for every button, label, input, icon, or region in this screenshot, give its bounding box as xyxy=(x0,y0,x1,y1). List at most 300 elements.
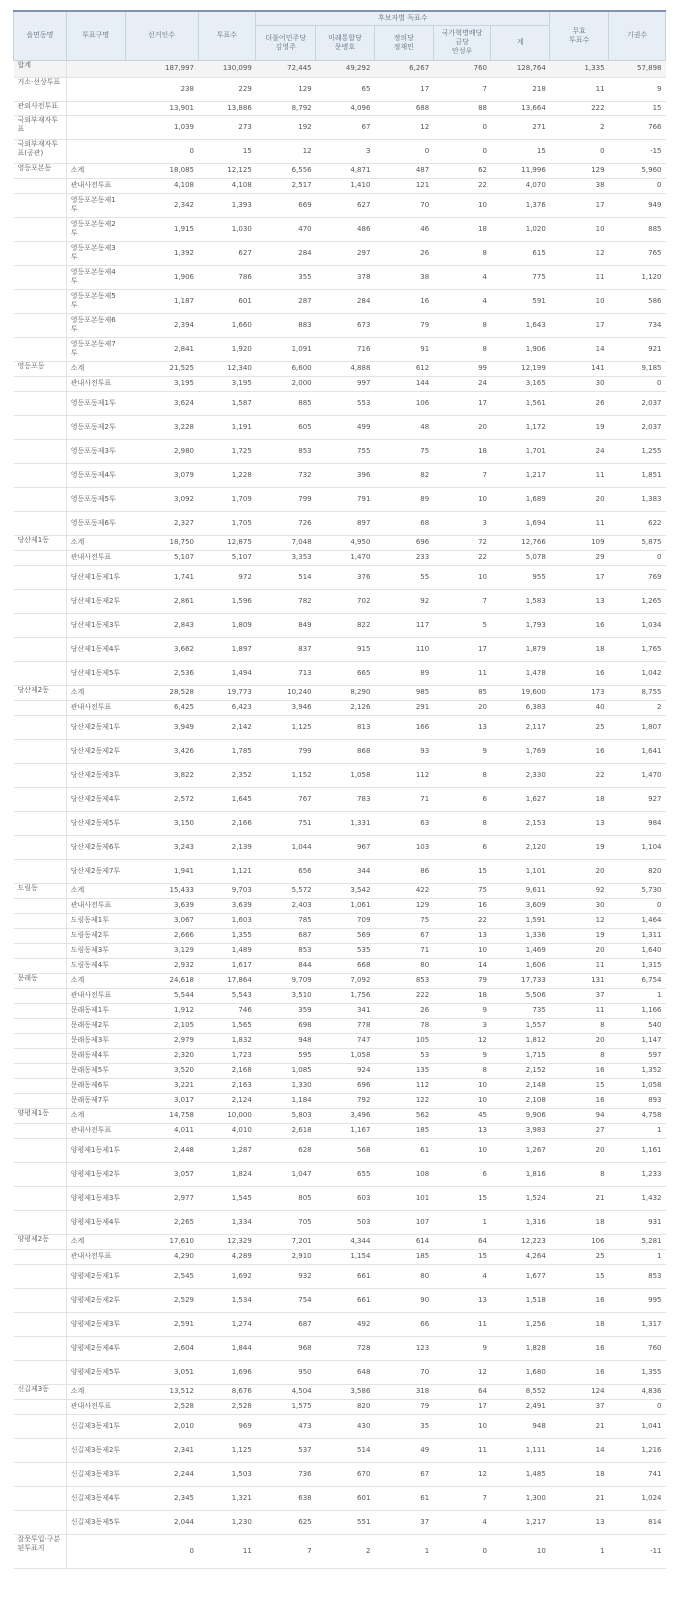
invalid-cell: 10 xyxy=(550,289,609,313)
voters-cell: 12,125 xyxy=(198,163,256,178)
district-cell: 영등포본동제2투 xyxy=(66,217,125,241)
voters-cell: 2,528 xyxy=(198,1399,256,1414)
region-cell xyxy=(14,763,67,787)
candidate-3-cell: 17 xyxy=(374,77,433,101)
electors-cell: 1,392 xyxy=(125,241,198,265)
candidate-3-cell: 318 xyxy=(374,1384,433,1399)
abstain-cell: 949 xyxy=(609,193,666,217)
candidate-3-cell: 185 xyxy=(374,1123,433,1138)
electors-cell: 15,433 xyxy=(125,883,198,898)
candidate-2-cell: 967 xyxy=(316,835,375,859)
region-cell xyxy=(14,913,67,928)
table-row xyxy=(14,1123,666,1138)
district-cell: 신길제3동제1투 xyxy=(66,1414,125,1438)
candidate-4-cell: 75 xyxy=(433,883,491,898)
abstain-cell: 1,355 xyxy=(609,1360,666,1384)
candidate-4-cell: 24 xyxy=(433,376,491,391)
candidate-4-cell: 7 xyxy=(433,589,491,613)
candidate-3-cell: 233 xyxy=(374,550,433,565)
abstain-cell: 1,765 xyxy=(609,637,666,661)
table-row xyxy=(14,1093,666,1108)
candidate-2-cell: 4,888 xyxy=(316,361,375,376)
electors-cell: 2,591 xyxy=(125,1312,198,1336)
voters-cell: 19,773 xyxy=(198,685,256,700)
table-row xyxy=(14,337,666,361)
district-cell: 문래동제1투 xyxy=(66,1003,125,1018)
voters-cell: 1,692 xyxy=(198,1264,256,1288)
voters-cell: 1,355 xyxy=(198,928,256,943)
candidate-2-cell: 396 xyxy=(316,463,375,487)
candidate-4-cell: 11 xyxy=(433,1438,491,1462)
region-cell xyxy=(14,289,67,313)
table-row xyxy=(14,1138,666,1162)
table-row xyxy=(14,1108,666,1123)
candidate-4-cell: 5 xyxy=(433,613,491,637)
region-cell: 양평제1동 xyxy=(14,1108,67,1123)
district-cell: 양평제2동제1투 xyxy=(66,1264,125,1288)
sum-cell: 591 xyxy=(491,289,550,313)
candidate-3-cell: 70 xyxy=(374,1360,433,1384)
candidate-2-cell: 4,950 xyxy=(316,535,375,550)
region-cell: 도림동 xyxy=(14,883,67,898)
candidate-2-cell: 341 xyxy=(316,1003,375,1018)
table-row xyxy=(14,589,666,613)
candidate-3-cell: 110 xyxy=(374,637,433,661)
sum-cell: 3,165 xyxy=(491,376,550,391)
region-cell xyxy=(14,1078,67,1093)
district-cell: 양평제2동제4투 xyxy=(66,1336,125,1360)
invalid-cell: 13 xyxy=(550,1510,609,1534)
candidate-2-cell: 7,092 xyxy=(316,973,375,988)
district-cell: 관내사전투표 xyxy=(66,898,125,913)
candidate-1-cell: 605 xyxy=(256,415,316,439)
sum-cell: 3,609 xyxy=(491,898,550,913)
sum-cell: 1,769 xyxy=(491,739,550,763)
table-row xyxy=(14,1003,666,1018)
candidate-1-cell: 754 xyxy=(256,1288,316,1312)
region-cell xyxy=(14,928,67,943)
sum-cell: 955 xyxy=(491,565,550,589)
candidate-2-cell: 820 xyxy=(316,1399,375,1414)
invalid-cell: 37 xyxy=(550,988,609,1003)
candidate-3-cell: 67 xyxy=(374,928,433,943)
candidate-1-cell: 1,575 xyxy=(256,1399,316,1414)
district-cell: 양평제1동제3투 xyxy=(66,1186,125,1210)
region-cell xyxy=(14,1438,67,1462)
sum-cell: 1,879 xyxy=(491,637,550,661)
candidate-2-cell: 284 xyxy=(316,289,375,313)
invalid-cell: 13 xyxy=(550,811,609,835)
sum-cell: 9,906 xyxy=(491,1108,550,1123)
electors-cell: 1,915 xyxy=(125,217,198,241)
abstain-cell: 9,185 xyxy=(609,361,666,376)
invalid-cell: 0 xyxy=(550,139,609,163)
electors-cell: 2,979 xyxy=(125,1033,198,1048)
candidate-2-cell: 297 xyxy=(316,241,375,265)
region-cell: 신길제3동 xyxy=(14,1384,67,1399)
electors-cell: 3,057 xyxy=(125,1162,198,1186)
sum-cell: 1,478 xyxy=(491,661,550,685)
abstain-cell: 4,836 xyxy=(609,1384,666,1399)
region-cell xyxy=(14,715,67,739)
sum-cell: 5,078 xyxy=(491,550,550,565)
electors-cell: 2,342 xyxy=(125,193,198,217)
candidate-1-cell: 1,330 xyxy=(256,1078,316,1093)
candidate-1-cell: 72,445 xyxy=(256,60,316,77)
region-cell xyxy=(14,637,67,661)
invalid-cell: 37 xyxy=(550,1399,609,1414)
voters-cell: 1,274 xyxy=(198,1312,256,1336)
candidate-4-cell: 18 xyxy=(433,988,491,1003)
table-row xyxy=(14,1384,666,1399)
invalid-cell: 11 xyxy=(550,265,609,289)
table-row xyxy=(14,1018,666,1033)
candidate-4-cell: 7 xyxy=(433,1486,491,1510)
abstain-cell: 597 xyxy=(609,1048,666,1063)
electors-cell: 2,604 xyxy=(125,1336,198,1360)
electors-cell: 2,345 xyxy=(125,1486,198,1510)
district-cell: 신길제3동제5투 xyxy=(66,1510,125,1534)
candidate-1-cell: 129 xyxy=(256,77,316,101)
candidate-2-cell: 67 xyxy=(316,115,375,139)
sum-cell: 1,643 xyxy=(491,313,550,337)
candidate-2-cell: 553 xyxy=(316,391,375,415)
sum-cell: 2,120 xyxy=(491,835,550,859)
candidate-4-cell: 64 xyxy=(433,1234,491,1249)
candidate-4-cell: 15 xyxy=(433,1186,491,1210)
table-row xyxy=(14,391,666,415)
region-cell xyxy=(14,1093,67,1108)
abstain-cell: 769 xyxy=(609,565,666,589)
electors-cell: 2,545 xyxy=(125,1264,198,1288)
table-row xyxy=(14,1234,666,1249)
candidate-3-cell: 80 xyxy=(374,958,433,973)
voters-cell: 1,809 xyxy=(198,613,256,637)
abstain-cell: 1,255 xyxy=(609,439,666,463)
electors-cell: 3,822 xyxy=(125,763,198,787)
sum-cell: 10 xyxy=(491,1534,550,1568)
abstain-cell: 1,147 xyxy=(609,1033,666,1048)
sum-cell: 1,677 xyxy=(491,1264,550,1288)
abstain-cell: 540 xyxy=(609,1018,666,1033)
candidate-4-cell: 10 xyxy=(433,943,491,958)
electors-cell: 14,758 xyxy=(125,1108,198,1123)
candidate-3-cell: 291 xyxy=(374,700,433,715)
candidate-2-cell: 503 xyxy=(316,1210,375,1234)
candidate-2-cell: 997 xyxy=(316,376,375,391)
candidate-1-cell: 5,572 xyxy=(256,883,316,898)
candidate-3-cell: 66 xyxy=(374,1312,433,1336)
sum-cell: 1,561 xyxy=(491,391,550,415)
candidate-2-cell: 551 xyxy=(316,1510,375,1534)
candidate-1-cell: 736 xyxy=(256,1462,316,1486)
table-row xyxy=(14,763,666,787)
candidate-4-cell: 22 xyxy=(433,550,491,565)
candidate-2-cell: 3,586 xyxy=(316,1384,375,1399)
candidate-3-cell: 696 xyxy=(374,535,433,550)
table-row xyxy=(14,700,666,715)
district-cell: 신길제3동제2투 xyxy=(66,1438,125,1462)
candidate-1-cell: 837 xyxy=(256,637,316,661)
voters-cell: 11 xyxy=(198,1534,256,1568)
sum-cell: 775 xyxy=(491,265,550,289)
candidate-1-cell: 359 xyxy=(256,1003,316,1018)
candidate-1-cell: 785 xyxy=(256,913,316,928)
candidate-1-cell: 1,091 xyxy=(256,337,316,361)
table-row xyxy=(14,898,666,913)
invalid-cell: 17 xyxy=(550,313,609,337)
electors-cell: 3,129 xyxy=(125,943,198,958)
invalid-cell: 129 xyxy=(550,163,609,178)
candidate-2-cell: 49,292 xyxy=(316,60,375,77)
sum-cell: 9,611 xyxy=(491,883,550,898)
candidate-3-cell: 89 xyxy=(374,487,433,511)
sum-cell: 1,020 xyxy=(491,217,550,241)
sum-cell: 2,117 xyxy=(491,715,550,739)
region-cell xyxy=(14,661,67,685)
voters-cell: 786 xyxy=(198,265,256,289)
sum-cell: 1,906 xyxy=(491,337,550,361)
voters-cell: 1,617 xyxy=(198,958,256,973)
abstain-cell: 921 xyxy=(609,337,666,361)
district-cell: 영등포동제4투 xyxy=(66,463,125,487)
voters-cell: 1,723 xyxy=(198,1048,256,1063)
invalid-cell: 21 xyxy=(550,1186,609,1210)
candidate-3-cell: 48 xyxy=(374,415,433,439)
abstain-cell: 741 xyxy=(609,1462,666,1486)
abstain-cell: 1,640 xyxy=(609,943,666,958)
abstain-cell: 1 xyxy=(609,988,666,1003)
sum-cell: 1,689 xyxy=(491,487,550,511)
candidate-3-cell: 101 xyxy=(374,1186,433,1210)
invalid-cell: 11 xyxy=(550,463,609,487)
table-row xyxy=(14,1162,666,1186)
electors-cell: 3,662 xyxy=(125,637,198,661)
electors-cell: 18,085 xyxy=(125,163,198,178)
candidate-1-cell: 3,510 xyxy=(256,988,316,1003)
candidate-2-cell: 603 xyxy=(316,1186,375,1210)
candidate-2-cell: 499 xyxy=(316,415,375,439)
voters-cell: 229 xyxy=(198,77,256,101)
district-cell: 양평제1동제2투 xyxy=(66,1162,125,1186)
region-cell xyxy=(14,1162,67,1186)
candidate-3-name: 정재민 xyxy=(393,42,414,51)
electors-cell: 2,572 xyxy=(125,787,198,811)
voters-cell: 1,587 xyxy=(198,391,256,415)
candidate-1-cell: 1,152 xyxy=(256,763,316,787)
candidate-4-cell: 17 xyxy=(433,391,491,415)
candidate-3-cell: 86 xyxy=(374,859,433,883)
candidate-1-cell: 628 xyxy=(256,1138,316,1162)
voters-cell: 1,709 xyxy=(198,487,256,511)
candidate-4-cell: 45 xyxy=(433,1108,491,1123)
candidate-1-cell: 2,403 xyxy=(256,898,316,913)
voters-cell: 6,423 xyxy=(198,700,256,715)
voters-cell: 13,886 xyxy=(198,101,256,115)
candidate-1-cell: 1,125 xyxy=(256,715,316,739)
region-cell: 영등포본동 xyxy=(14,163,67,178)
candidate-2-cell: 1,410 xyxy=(316,178,375,193)
abstain-cell: 9 xyxy=(609,77,666,101)
region-cell xyxy=(14,313,67,337)
candidate-4-cell: 7 xyxy=(433,77,491,101)
candidate-2-name: 문병호 xyxy=(334,42,356,51)
abstain-cell: 586 xyxy=(609,289,666,313)
table-row xyxy=(14,217,666,241)
voters-cell: 10,000 xyxy=(198,1108,256,1123)
header-voters: 투표수 xyxy=(198,11,256,60)
candidate-1-cell: 767 xyxy=(256,787,316,811)
invalid-cell: 106 xyxy=(550,1234,609,1249)
voters-cell: 2,139 xyxy=(198,835,256,859)
voters-cell: 15 xyxy=(198,139,256,163)
voters-cell: 1,503 xyxy=(198,1462,256,1486)
region-cell xyxy=(14,835,67,859)
table-row xyxy=(14,715,666,739)
abstain-cell: 1,104 xyxy=(609,835,666,859)
invalid-cell: 94 xyxy=(550,1108,609,1123)
candidate-2-cell: 1,154 xyxy=(316,1249,375,1264)
abstain-cell: 5,960 xyxy=(609,163,666,178)
candidate-1-cell: 853 xyxy=(256,439,316,463)
abstain-cell: 1,216 xyxy=(609,1438,666,1462)
abstain-cell: 57,898 xyxy=(609,60,666,77)
candidate-1-cell: 732 xyxy=(256,463,316,487)
district-cell xyxy=(66,77,125,101)
table-row xyxy=(14,265,666,289)
voters-cell: 1,393 xyxy=(198,193,256,217)
region-cell xyxy=(14,193,67,217)
abstain-cell: 2,037 xyxy=(609,415,666,439)
candidate-2-cell: 924 xyxy=(316,1063,375,1078)
region-cell xyxy=(14,1288,67,1312)
candidate-1-cell: 948 xyxy=(256,1033,316,1048)
voters-cell: 1,725 xyxy=(198,439,256,463)
abstain-cell: 1,315 xyxy=(609,958,666,973)
voters-cell: 1,125 xyxy=(198,1438,256,1462)
candidate-2-cell: 778 xyxy=(316,1018,375,1033)
district-cell: 영등포동제1투 xyxy=(66,391,125,415)
table-row xyxy=(14,943,666,958)
table-row xyxy=(14,439,666,463)
candidate-3-cell: 90 xyxy=(374,1288,433,1312)
electors-cell: 1,039 xyxy=(125,115,198,139)
candidate-4-cell: 10 xyxy=(433,193,491,217)
abstain-cell: 5,730 xyxy=(609,883,666,898)
region-cell xyxy=(14,811,67,835)
invalid-cell: 18 xyxy=(550,1462,609,1486)
candidate-4-cell: 13 xyxy=(433,1288,491,1312)
header-abstain: 기권수 xyxy=(609,11,666,60)
region-cell xyxy=(14,565,67,589)
district-cell: 문래동제5투 xyxy=(66,1063,125,1078)
sum-cell: 2,108 xyxy=(491,1093,550,1108)
region-cell xyxy=(14,241,67,265)
voters-cell: 1,191 xyxy=(198,415,256,439)
candidate-2-cell: 791 xyxy=(316,487,375,511)
table-row xyxy=(14,550,666,565)
table-row xyxy=(14,313,666,337)
candidate-4-cell: 9 xyxy=(433,1003,491,1018)
candidate-3-cell: 26 xyxy=(374,1003,433,1018)
electors-cell: 3,228 xyxy=(125,415,198,439)
candidate-1-cell: 844 xyxy=(256,958,316,973)
electors-cell: 1,741 xyxy=(125,565,198,589)
candidate-3-cell: 121 xyxy=(374,178,433,193)
candidate-4-cell: 0 xyxy=(433,1534,491,1568)
voters-cell: 1,705 xyxy=(198,511,256,535)
voters-cell: 3,639 xyxy=(198,898,256,913)
candidate-2-cell: 3,496 xyxy=(316,1108,375,1123)
electors-cell: 2,010 xyxy=(125,1414,198,1438)
table-row xyxy=(14,1486,666,1510)
abstain-cell: 1,807 xyxy=(609,715,666,739)
candidate-2-cell: 897 xyxy=(316,511,375,535)
sum-cell: 17,733 xyxy=(491,973,550,988)
region-cell xyxy=(14,550,67,565)
region-cell xyxy=(14,376,67,391)
electors-cell: 3,051 xyxy=(125,1360,198,1384)
candidate-4-cell: 3 xyxy=(433,1018,491,1033)
candidate-2-cell: 868 xyxy=(316,739,375,763)
candidate-1-cell: 10,240 xyxy=(256,685,316,700)
electors-cell: 3,079 xyxy=(125,463,198,487)
candidate-1-cell: 7,048 xyxy=(256,535,316,550)
district-cell: 당산제2동제4투 xyxy=(66,787,125,811)
candidate-2-cell: 915 xyxy=(316,637,375,661)
invalid-cell: 222 xyxy=(550,101,609,115)
district-cell: 소계 xyxy=(66,163,125,178)
electors-cell: 2,105 xyxy=(125,1018,198,1033)
candidate-1-cell: 705 xyxy=(256,1210,316,1234)
voters-cell: 1,494 xyxy=(198,661,256,685)
invalid-cell: 30 xyxy=(550,376,609,391)
candidate-4-cell: 22 xyxy=(433,913,491,928)
region-cell xyxy=(14,178,67,193)
table-row xyxy=(14,565,666,589)
abstain-cell: 0 xyxy=(609,550,666,565)
district-cell: 영등포동제6투 xyxy=(66,511,125,535)
abstain-cell: 1,233 xyxy=(609,1162,666,1186)
table-row xyxy=(14,1438,666,1462)
candidate-1-cell: 849 xyxy=(256,613,316,637)
voters-cell: 1,696 xyxy=(198,1360,256,1384)
table-row xyxy=(14,1063,666,1078)
district-cell: 양평제1동제4투 xyxy=(66,1210,125,1234)
district-cell: 관내사전투표 xyxy=(66,1249,125,1264)
candidate-4-party-2: 금당 xyxy=(455,38,469,46)
candidate-1-cell: 1,047 xyxy=(256,1162,316,1186)
candidate-3-cell: 103 xyxy=(374,835,433,859)
sum-cell: 2,148 xyxy=(491,1078,550,1093)
voters-cell: 1,596 xyxy=(198,589,256,613)
candidate-1-cell: 656 xyxy=(256,859,316,883)
abstain-cell: 1 xyxy=(609,1249,666,1264)
candidate-4-cell: 8 xyxy=(433,811,491,835)
region-cell xyxy=(14,1186,67,1210)
candidate-2-cell: 8,290 xyxy=(316,685,375,700)
voters-cell: 1,824 xyxy=(198,1162,256,1186)
total-row xyxy=(14,60,666,77)
voters-cell: 5,107 xyxy=(198,550,256,565)
abstain-cell: 765 xyxy=(609,241,666,265)
district-cell: 관내사전투표 xyxy=(66,178,125,193)
table-row xyxy=(14,958,666,973)
candidate-1-cell: 3,946 xyxy=(256,700,316,715)
candidate-2-cell: 1,331 xyxy=(316,811,375,835)
voters-cell: 4,010 xyxy=(198,1123,256,1138)
electors-cell: 3,426 xyxy=(125,739,198,763)
